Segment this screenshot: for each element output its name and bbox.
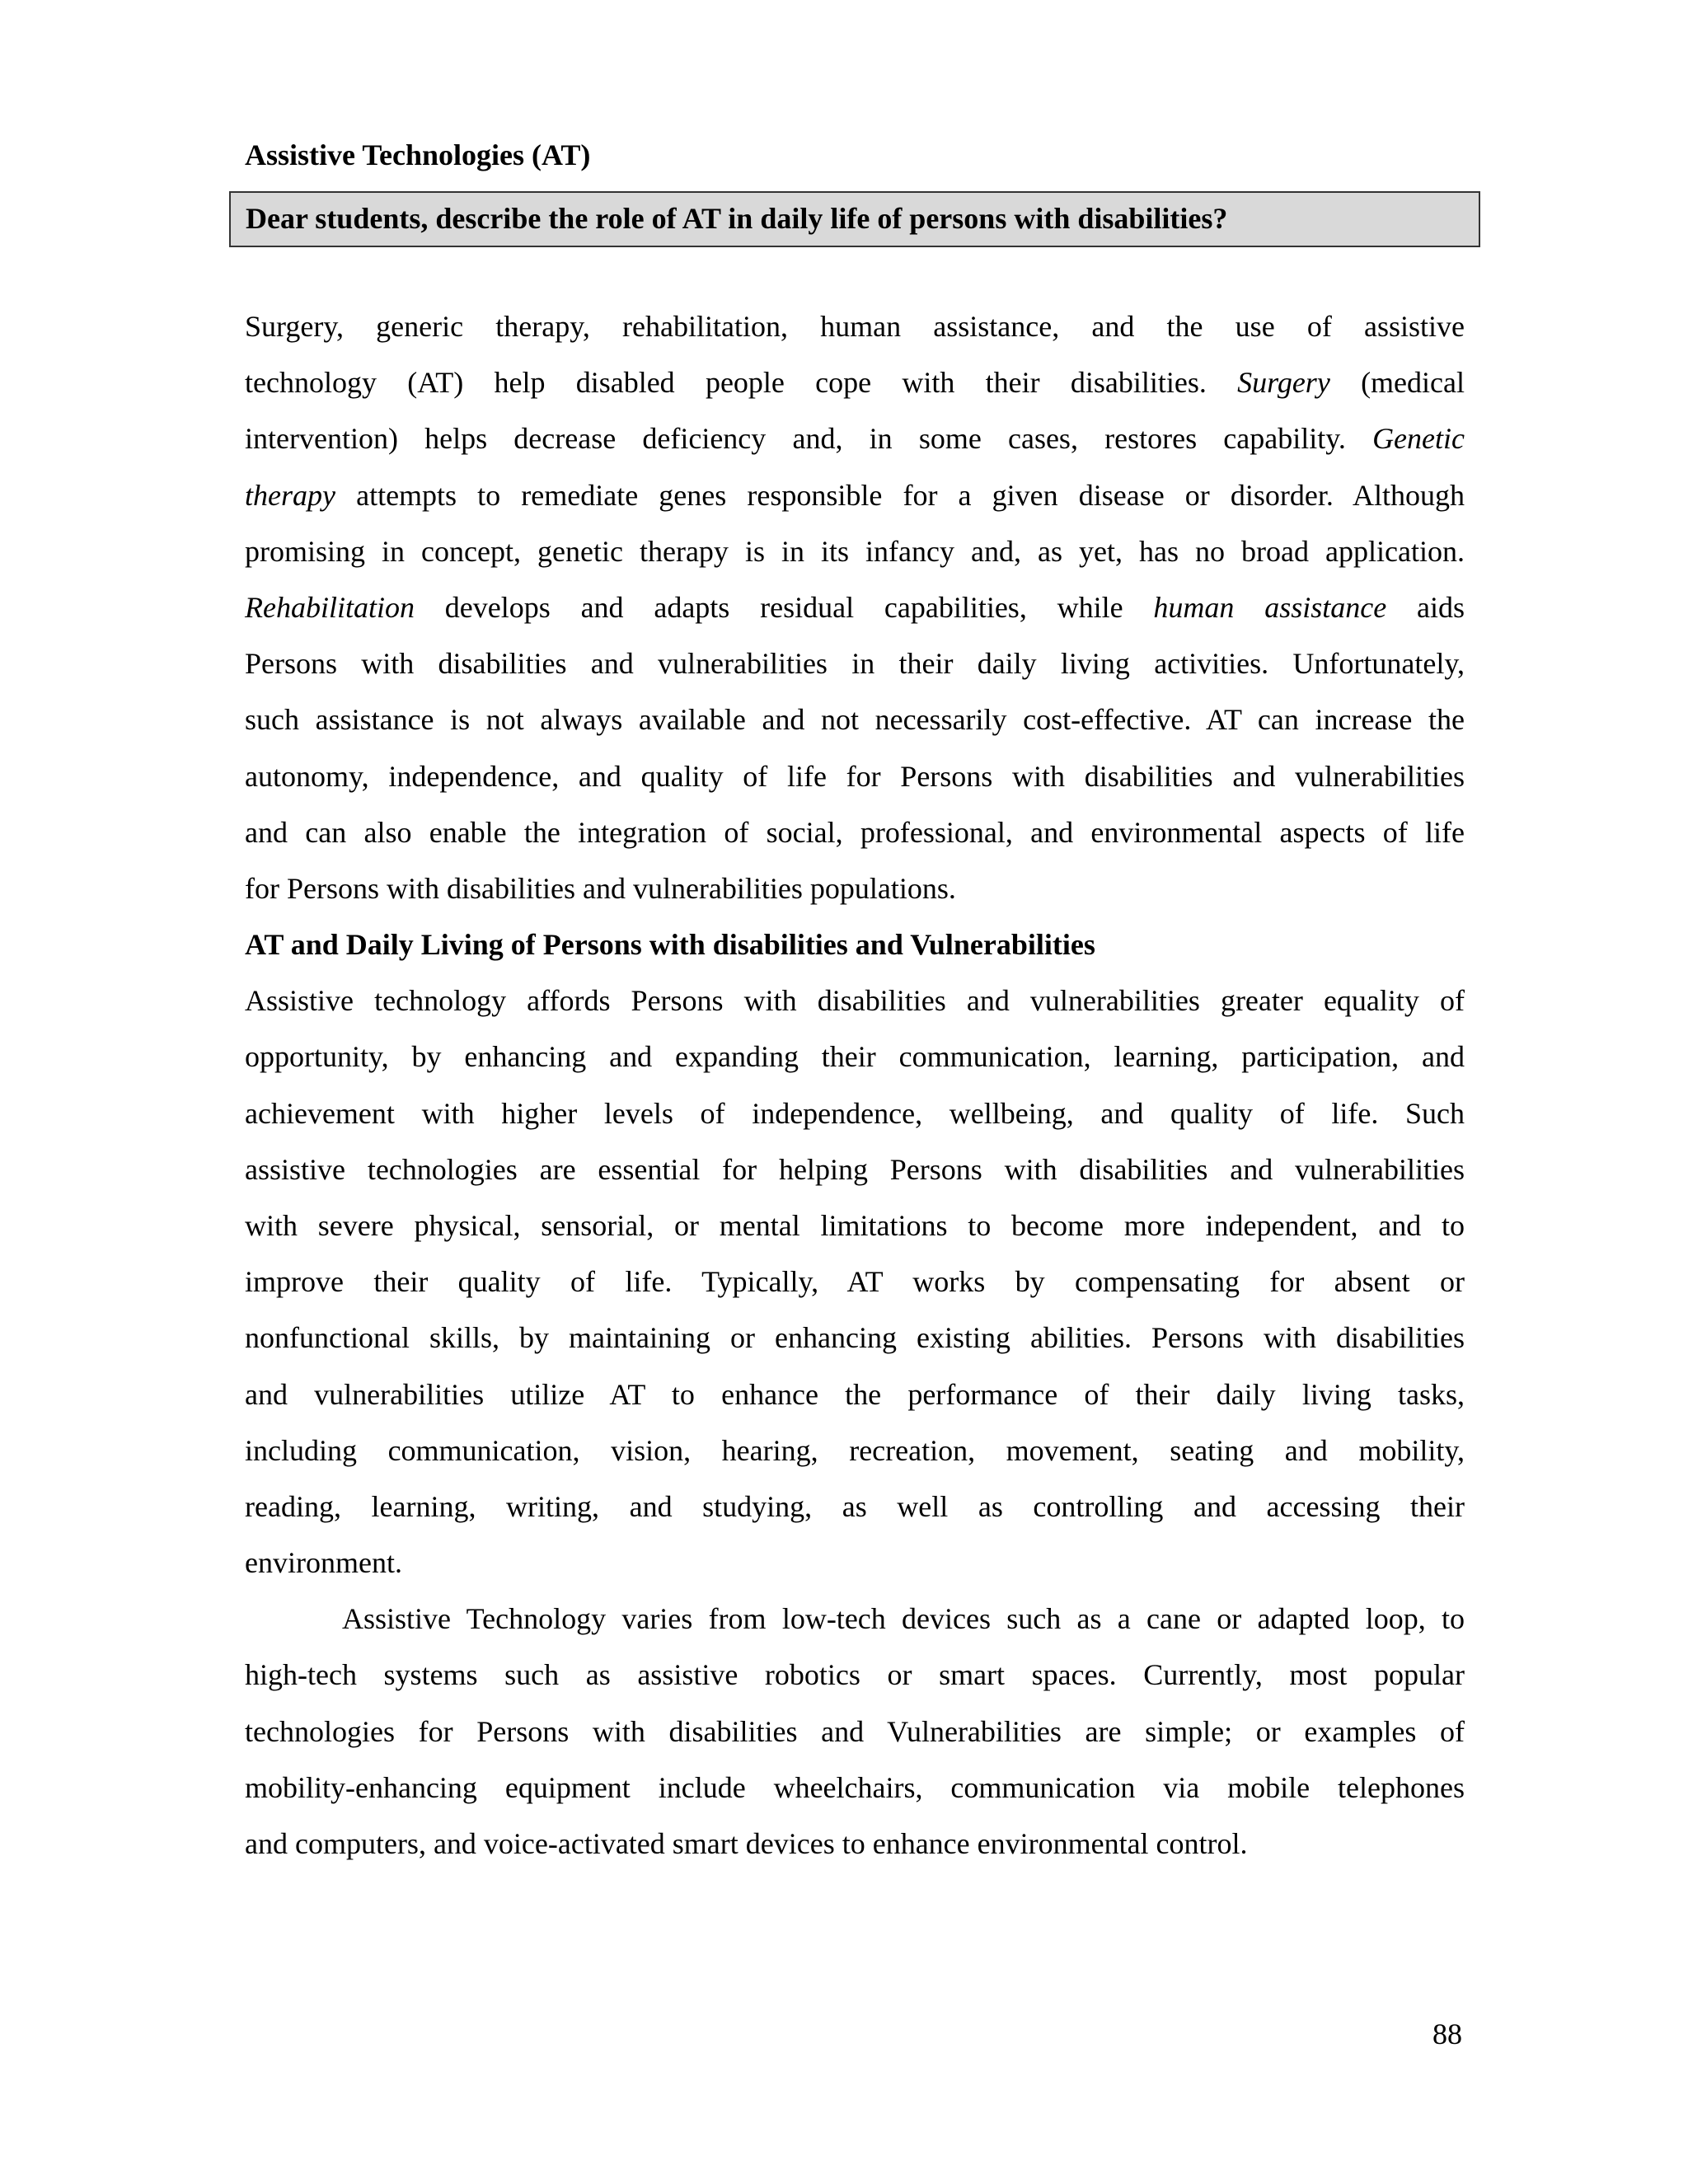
paragraph-intro [245,298,1465,916]
section-heading: Assistive Technologies (AT) [245,138,591,171]
question-box: Dear students, describe the role of AT in daily life of persons with disabilities? [229,191,1480,247]
text-run: technology (AT) help disabled people cope with their disabilities. [245,366,1207,400]
text-line: mobility-enhancing equipment include wheelchairs, communication via mobile telephones [245,1770,1465,1804]
text-line: promising in concept, genetic therapy is in its infancy and, as yet, has no broad application. [245,534,1465,568]
text-line: Persons with disabilities and vulnerabilities in their daily living activities. Unfortunately, [245,647,1465,681]
text-line: including communication, vision, hearing, recreation, movement, seating and mobility, [245,1433,1465,1467]
text-run: intervention) helps decrease deficiency and, in some cases, restores capability. [245,422,1346,456]
text-line [245,410,1465,466]
text-line: assistive technologies are essential for helping Persons with disabilities and vulnerabilities [245,1152,1465,1186]
text-run: develops and adapts residual capabilities, while [444,590,1123,624]
text-line: for Persons with disabilities and vulnerabilities populations. [245,871,956,905]
text-line: and vulnerabilities utilize AT to enhance the performance of their daily living tasks, [245,1377,1465,1411]
text-line: with severe physical, sensorial, or mental limitations to become more independent, and to [245,1208,1465,1242]
text-run: aids [1417,590,1465,624]
text-line: nonfunctional skills, by maintaining or enhancing existing abilities. Persons with disabilities [245,1321,1465,1355]
text-run: (medical [1361,366,1465,400]
text-line: autonomy, independence, and quality of life for Persons with disabilities and vulnerabilities [245,759,1465,793]
text-line: opportunity, by enhancing and expanding their communication, learning, participation, and [245,1040,1465,1074]
text-line: and can also enable the integration of social, professional, and environmental aspects of life [245,815,1465,849]
text-line: Assistive technology affords Persons with disabilities and vulnerabilities greater equality of [245,984,1465,1018]
text-line: and computers, and voice-activated smart devices to enhance environmental control. [245,1827,1248,1860]
text-line: technologies for Persons with disabilities and Vulnerabilities are simple; or examples of [245,1714,1465,1748]
text-line: high-tech systems such as assistive robotics or smart spaces. Currently, most popular [245,1658,1465,1692]
text-run: attempts to remediate genes responsible for a given disease or disorder. Although [356,478,1465,512]
text-line [245,579,1465,635]
text-line: reading, learning, writing, and studying, as well as controlling and accessing their [245,1489,1465,1523]
text-line: improve their quality of life. Typically, AT works by compensating for absent or [245,1265,1465,1299]
subheading: AT and Daily Living of Persons with disabilities and Vulnerabilities [245,928,1095,961]
text-line [245,467,1465,523]
italic-term: therapy [245,478,335,512]
text-line: Assistive Technology varies from low-tech devices such as a cane or adapted loop, to [342,1602,1465,1636]
italic-term: Genetic [1372,422,1465,456]
text-line: achievement with higher levels of independence, wellbeing, and quality of life. Such [245,1096,1465,1130]
italic-term: human assistance [1153,590,1387,624]
page-number: 88 [1432,2018,1462,2050]
text-line: environment. [245,1546,402,1580]
italic-term: Surgery [1237,366,1330,400]
text-line: such assistance is not always available and not necessarily cost-effective. AT can increase the [245,703,1465,737]
italic-term: Rehabilitation [245,590,415,624]
paragraph-daily-living [245,916,1465,1872]
text-line [245,354,1465,410]
text-line: Surgery, generic therapy, rehabilitation, human assistance, and the use of assistive [245,310,1465,343]
